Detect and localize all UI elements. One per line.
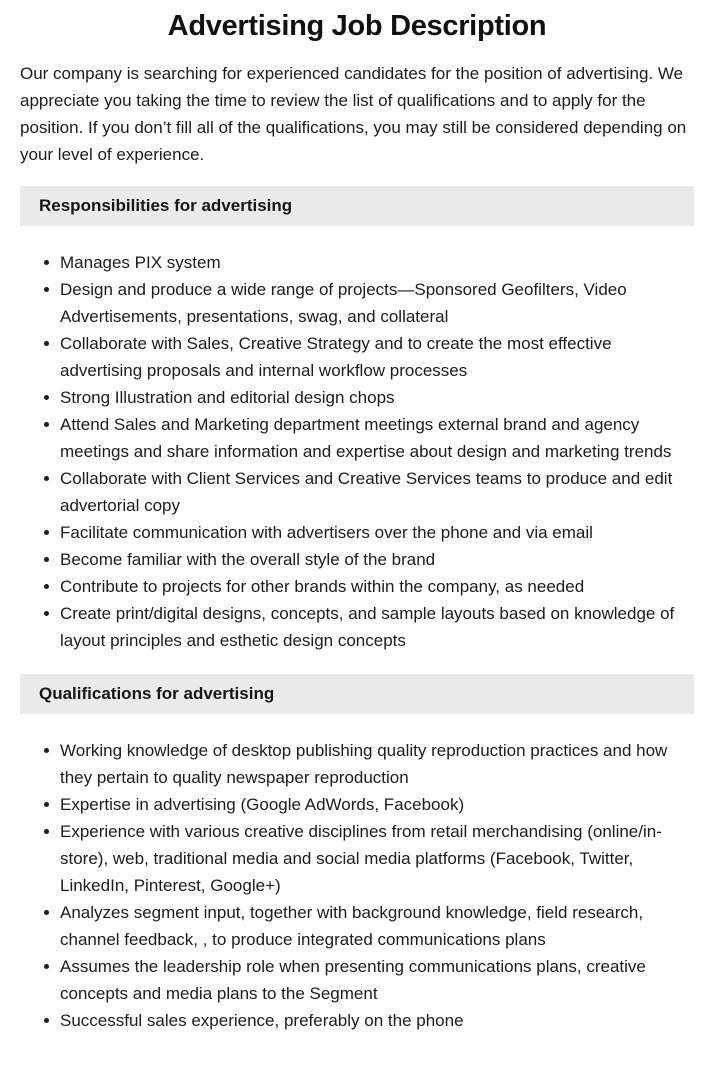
list-item: Collaborate with Sales, Creative Strategy and to create the most effective advertising proposals and internal workflow processes (20, 330, 694, 384)
list-item: Strong Illustration and editorial design chops (20, 384, 694, 411)
list-item: Attend Sales and Marketing department meetings external brand and agency meetings and share information and expertise about design and marketing trends (20, 411, 694, 465)
bullet-list (20, 737, 694, 1034)
section-heading: Responsibilities for advertising (39, 196, 293, 215)
sections-container (20, 186, 694, 1034)
section-heading: Qualifications for advertising (39, 684, 275, 703)
list-item: Working knowledge of desktop publishing quality reproduction practices and how they pertain to quality newspaper reproduction (20, 737, 694, 791)
list-item: Successful sales experience, preferably on the phone (20, 1007, 694, 1034)
section-heading-bar (20, 186, 694, 226)
bullet-list (20, 249, 694, 654)
list-item: Experience with various creative disciplines from retail merchandising (online/in-store), web, traditional media and social media platforms (Facebook, Twitter, LinkedIn, Pinterest, Google+) (20, 818, 694, 899)
list-item: Manages PIX system (20, 249, 694, 276)
list-item: Collaborate with Client Services and Creative Services teams to produce and edit advertorial copy (20, 465, 694, 519)
list-item: Become familiar with the overall style of the brand (20, 546, 694, 573)
job-section (20, 674, 694, 1034)
list-item: Contribute to projects for other brands within the company, as needed (20, 573, 694, 600)
list-item: Analyzes segment input, together with background knowledge, field research, channel feedback, , to produce integrated communications plans (20, 899, 694, 953)
job-section (20, 186, 694, 654)
list-item: Design and produce a wide range of projects—Sponsored Geofilters, Video Advertisements, presentations, swag, and collateral (20, 276, 694, 330)
list-item: Assumes the leadership role when presenting communications plans, creative concepts and media plans to the Segment (20, 953, 694, 1007)
intro-paragraph: Our company is searching for experienced candidates for the position of advertising. We appreciate you taking the time to review the list of qualifications and to apply for the position. If you don’t fill all of the qualifications, you may still be considered depending on your level of experience. (20, 64, 687, 164)
list-item: Facilitate communication with advertisers over the phone and via email (20, 519, 694, 546)
list-item: Create print/digital designs, concepts, and sample layouts based on knowledge of layout principles and esthetic design concepts (20, 600, 694, 654)
page-title: Advertising Job Description (167, 10, 547, 42)
list-item: Expertise in advertising (Google AdWords, Facebook) (20, 791, 694, 818)
section-heading-bar (20, 674, 694, 714)
